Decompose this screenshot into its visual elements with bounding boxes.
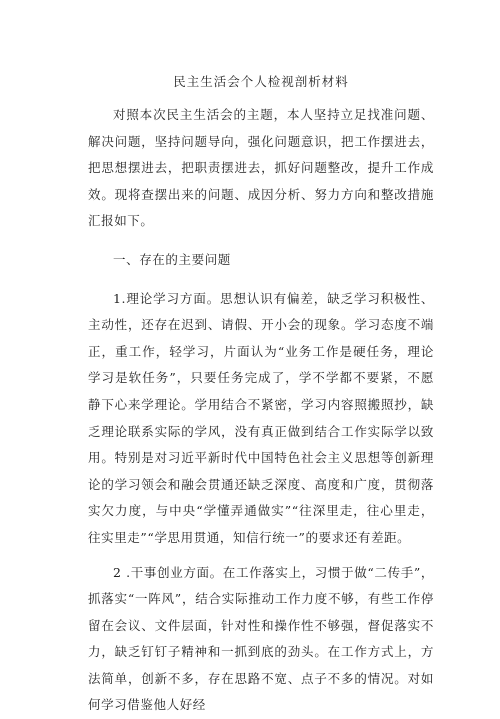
document-title: 民主生活会个人检视剖析材料 xyxy=(88,72,434,90)
item-1-paragraph: 1.理论学习方面。思想认识有偏差，缺乏学习积极性、主动性，还存在迟到、请假、开小会的现象。学习态度不端正，重工作，轻学习，片面认为“业务工作是硬任务，理论学习是软任务”，只要任务完成了，学不学都不要紧，不愿静下心来学理论。学用结合不紧密，学习内容照搬照抄，缺乏理论联系实际的学风，没有真正做到结合工作实际学以致用。特别是对习近平新时代中国特色社会主义思想等创新理论的学习领会和融会贯通还缺乏深度、高度和广度，贯彻落实欠力度，与中央“学懂弄通做实”“往深里走，往心里走，往实里走”“学思用贯通，知信行统一”的要求还有差距。 xyxy=(88,286,434,552)
spacer xyxy=(88,552,434,560)
section-heading: 一、存在的主要问题 xyxy=(88,247,434,274)
spacer xyxy=(88,235,434,243)
item-2-paragraph: 2 .干事创业方面。在工作落实上，习惯于做“二传手”，抓落实“一阵风”，结合实际推动工作力度不够，有些工作停留在会议、文件层面，针对性和操作性不够强，督促落实不力，缺乏钉钉子精神和一抓到底的劲头。在工作方式上，方法简单，创新不多，存在思路不宽、点子不多的情况。对如何学习借鉴他人好经 xyxy=(88,560,434,719)
spacer xyxy=(88,278,434,286)
intro-paragraph: 对照本次民主生活会的主题，本人坚持立足找准问题、解决问题，坚持问题导向，强化问题意识，把工作摆进去，把思想摆进去，把职责摆进去，抓好问题整改，提升工作成效。现将查摆出来的问题、成因分析、努力方向和整改措施汇报如下。 xyxy=(88,102,434,235)
